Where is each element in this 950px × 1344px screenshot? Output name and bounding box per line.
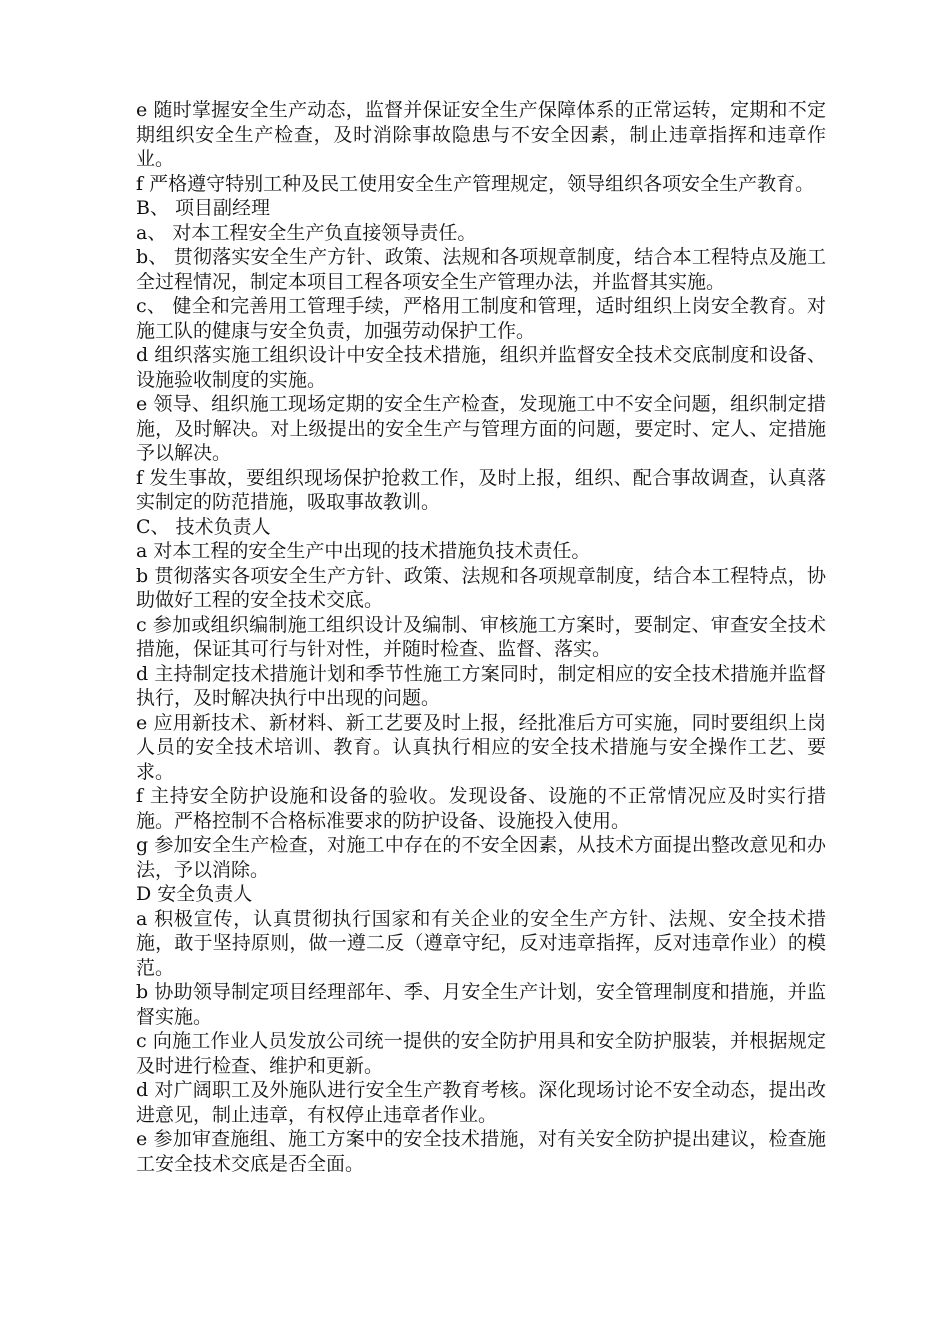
paragraph-item-b-d: d 组织落实施工组织设计中安全技术措施，组织并监督安全技术交底制度和设备、设施验收制度的实施。	[136, 344, 826, 391]
paragraph-item-d-a: a 积极宣传，认真贯彻执行国家和有关企业的安全生产方针、法规、安全技术措施，敢于坚持原则，做一遵二反（遵章守纪，反对违章指挥，反对违章作业）的模范。	[136, 907, 826, 979]
section-heading-c: C、 技术负责人	[136, 515, 271, 538]
paragraph-item-d-b: b 协助领导制定项目经理部年、季、月安全生产计划，安全管理制度和措施，并监督实施。	[136, 981, 826, 1028]
paragraph-item-c-a: a 对本工程的安全生产中出现的技术措施负技术责任。	[136, 540, 591, 562]
paragraph-item-b-b: b、 贯彻落实安全生产方针、政策、法规和各项规章制度，结合本工程特点及施工全过程情况，制定本项目工程各项安全生产管理办法，并监督其实施。	[136, 246, 826, 293]
paragraph-item-b-c: c、 健全和完善用工管理手续，严格用工制度和管理，适时组织上岗安全教育。对施工队的健康与安全负责，加强劳动保护工作。	[136, 295, 826, 342]
paragraph-item-c-f: f 主持安全防护设施和设备的验收。发现设备、设施的不正常情况应及时实行措施。严格控制不合格标准要求的防护设备、设施投入使用。	[136, 785, 826, 832]
paragraph-item-d-c: c 向施工作业人员发放公司统一提供的安全防护用具和安全防护服装，并根据规定及时进行检查、维护和更新。	[136, 1030, 826, 1077]
paragraph-item-c-e: e 应用新技术、新材料、新工艺要及时上报，经批准后方可实施，同时要组织上岗人员的安全技术培训、教育。认真执行相应的安全技术措施与安全操作工艺、要求。	[136, 711, 826, 783]
paragraph-item-f-1: f 严格遵守特别工种及民工使用安全生产管理规定，领导组织各项安全生产教育。	[136, 172, 815, 195]
paragraph-item-b-a: a、 对本工程安全生产负直接领导责任。	[136, 221, 477, 244]
paragraph-item-d-d: d 对广阔职工及外施队进行安全生产教育考核。深化现场讨论不安全动态，提出改进意见，制止违章，有权停止违章者作业。	[136, 1079, 826, 1126]
paragraph-item-b-f: f 发生事故，要组织现场保护抢救工作，及时上报，组织、配合事故调查，认真落实制定的防范措施，吸取事故教训。	[136, 466, 826, 513]
section-heading-b: B、 项目副经理	[136, 197, 271, 219]
paragraph-item-c-g: g 参加安全生产检查，对施工中存在的不安全因素，从技术方面提出整改意见和办法，予以消除。	[136, 834, 826, 881]
document-body	[136, 98, 826, 1176]
paragraph-item-c-b: b 贯彻落实各项安全生产方针、政策、法规和各项规章制度，结合本工程特点，协助做好工程的安全技术交底。	[136, 564, 826, 611]
paragraph-item-c-c: c 参加或组织编制施工组织设计及编制、审核施工方案时，要制定、审查安全技术措施，保证其可行与针对性，并随时检查、监督、落实。	[136, 613, 826, 660]
paragraph-item-d-e: e 参加审查施组、施工方案中的安全技术措施，对有关安全防护提出建议，检查施工安全技术交底是否全面。	[136, 1128, 826, 1175]
paragraph-item-c-d: d 主持制定技术措施计划和季节性施工方案同时，制定相应的安全技术措施并监督执行，及时解决执行中出现的问题。	[136, 662, 826, 709]
section-heading-d: D 安全负责人	[136, 883, 253, 905]
paragraph-item-e-1: e 随时掌握安全生产动态，监督并保证安全生产保障体系的正常运转，定期和不定期组织安全生产检查，及时消除事故隐患与不安全因素，制止违章指挥和违章作业。	[136, 99, 826, 170]
paragraph-item-b-e: e 领导、组织施工现场定期的安全生产检查，发现施工中不安全问题，组织制定措施，及时解决。对上级提出的安全生产与管理方面的问题，要定时、定人、定措施予以解决。	[136, 393, 826, 464]
